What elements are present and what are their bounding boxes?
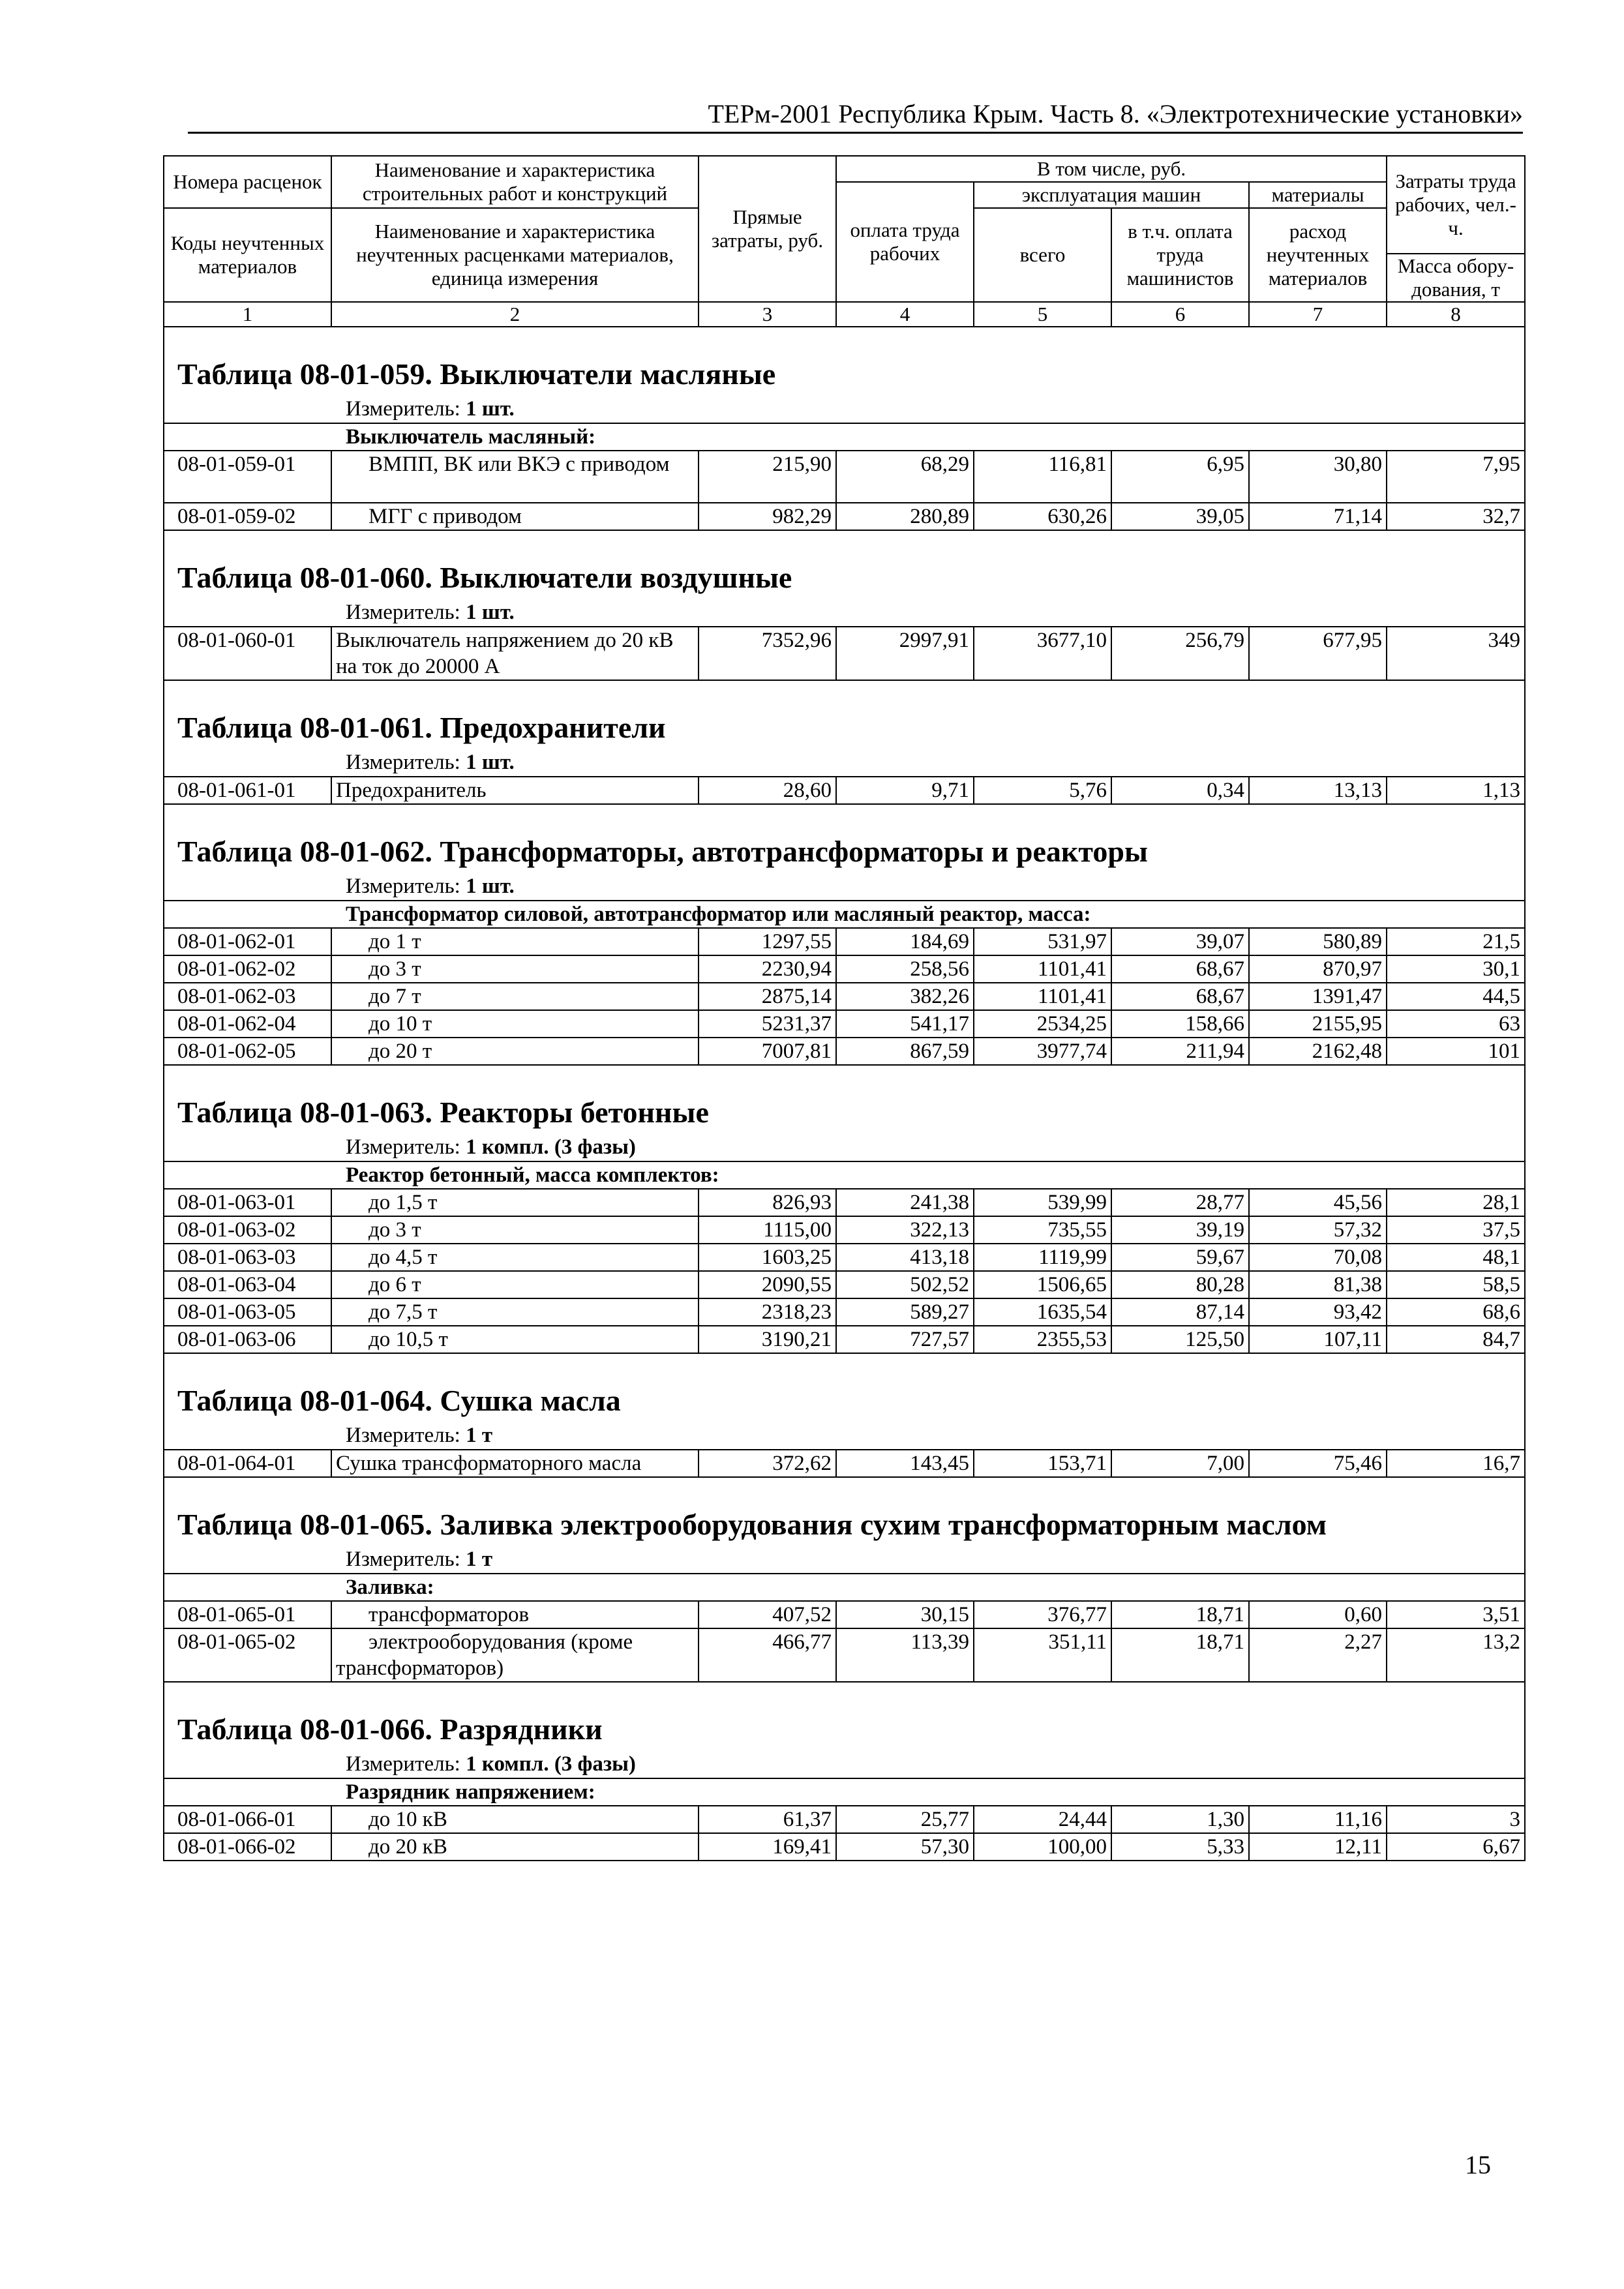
section-measure: [164, 749, 1525, 777]
materials: 11,16: [1249, 1806, 1387, 1833]
machines-total: 539,99: [974, 1189, 1111, 1216]
materials: 677,95: [1249, 627, 1387, 680]
materials: 75,46: [1249, 1450, 1387, 1477]
rate-name: ВМПП, ВК или ВКЭ с приводом: [331, 451, 699, 503]
section-measure: [164, 1546, 1525, 1574]
section-08-01-065: [164, 1477, 1525, 1682]
section-08-01-059: [164, 327, 1525, 530]
col1-bottom-header: Коды неучтенных материалов: [164, 208, 331, 302]
rate-name: до 10 кВ: [331, 1806, 699, 1833]
section-title: Таблица 08-01-062. Трансформаторы, автотрансформаторы и реакторы: [164, 804, 1525, 873]
labor-pay: 30,15: [836, 1601, 974, 1628]
direct-costs: 466,77: [699, 1628, 836, 1682]
machinists-pay: 256,79: [1111, 627, 1249, 680]
col1-top-header: Номера расценок: [164, 156, 331, 208]
direct-costs: 2875,14: [699, 983, 836, 1010]
direct-costs: 1297,55: [699, 928, 836, 955]
measure-value: 1 т: [466, 1424, 493, 1447]
machines-total: 3977,74: [974, 1038, 1111, 1065]
rate-code: 08-01-066-02: [164, 1833, 331, 1861]
labor-hours: 7,95: [1387, 451, 1525, 503]
section-08-01-064: [164, 1353, 1525, 1477]
table-row: [164, 1298, 1525, 1326]
direct-costs: 2090,55: [699, 1271, 836, 1298]
page-number: 15: [1465, 2150, 1491, 2179]
labor-hours: 63: [1387, 1010, 1525, 1038]
machines-total: 630,26: [974, 503, 1111, 530]
section-measure: [164, 1133, 1525, 1161]
rate-name: до 3 т: [331, 955, 699, 983]
direct-costs: 1603,25: [699, 1244, 836, 1271]
rates-table: [163, 155, 1526, 1861]
measure-label: Измеритель:: [346, 1752, 460, 1776]
rate-code: 08-01-059-01: [164, 451, 331, 503]
labor-hours: 1,13: [1387, 777, 1525, 804]
labor-pay: 413,18: [836, 1244, 974, 1271]
direct-costs: 2318,23: [699, 1298, 836, 1326]
machinists-pay: 18,71: [1111, 1601, 1249, 1628]
direct-costs: 3190,21: [699, 1326, 836, 1353]
group-label: Выключатель масляный:: [164, 423, 1525, 451]
direct-costs: 7007,81: [699, 1038, 836, 1065]
direct-costs: 372,62: [699, 1450, 836, 1477]
measure-label: Измеритель:: [346, 751, 460, 774]
machinists-pay: 59,67: [1111, 1244, 1249, 1271]
labor-hours: 48,1: [1387, 1244, 1525, 1271]
measure-label: Измеритель:: [346, 397, 460, 421]
materials: 1391,47: [1249, 983, 1387, 1010]
col-number: 4: [836, 302, 974, 327]
materials: 580,89: [1249, 928, 1387, 955]
materials: 2155,95: [1249, 1010, 1387, 1038]
materials: 12,11: [1249, 1833, 1387, 1861]
col-number: 2: [331, 302, 699, 327]
direct-costs: 2230,94: [699, 955, 836, 983]
rate-code: 08-01-061-01: [164, 777, 331, 804]
section-08-01-060: [164, 530, 1525, 680]
machinists-pay: 39,05: [1111, 503, 1249, 530]
labor-hours: 349: [1387, 627, 1525, 680]
table-row: [164, 627, 1525, 680]
machinists-pay: 1,30: [1111, 1806, 1249, 1833]
table-row: [164, 451, 1525, 503]
column-numbers-row: [164, 302, 1525, 327]
rate-name: до 3 т: [331, 1216, 699, 1244]
machines-total: 3677,10: [974, 627, 1111, 680]
col4-header: оплата труда рабочих: [836, 182, 974, 302]
rate-name: МГГ с приводом: [331, 503, 699, 530]
col-number: 3: [699, 302, 836, 327]
machinists-pay: 39,07: [1111, 928, 1249, 955]
section-08-01-066: [164, 1682, 1525, 1861]
rate-name: до 20 кВ: [331, 1833, 699, 1861]
materials: 107,11: [1249, 1326, 1387, 1353]
section-title: Таблица 08-01-064. Сушка масла: [164, 1353, 1525, 1422]
machinists-pay: 211,94: [1111, 1038, 1249, 1065]
labor-pay: 241,38: [836, 1189, 974, 1216]
table-row: [164, 1244, 1525, 1271]
rate-code: 08-01-063-02: [164, 1216, 331, 1244]
labor-hours: 58,5: [1387, 1271, 1525, 1298]
machinists-pay: 6,95: [1111, 451, 1249, 503]
col5-header: всего: [974, 208, 1111, 302]
direct-costs: 215,90: [699, 451, 836, 503]
measure-label: Измеритель:: [346, 1135, 460, 1159]
rate-name: до 20 т: [331, 1038, 699, 1065]
table-row: [164, 1216, 1525, 1244]
table-row: [164, 1450, 1525, 1477]
labor-pay: 258,56: [836, 955, 974, 983]
direct-costs: 5231,37: [699, 1010, 836, 1038]
labor-hours: 44,5: [1387, 983, 1525, 1010]
section-title: Таблица 08-01-065. Заливка электрооборудования сухим трансформаторным маслом: [164, 1477, 1525, 1546]
measure-value: 1 шт.: [466, 397, 515, 421]
materials: 70,08: [1249, 1244, 1387, 1271]
labor-pay: 57,30: [836, 1833, 974, 1861]
machines-total: 531,97: [974, 928, 1111, 955]
col3-header: Прямые затраты, руб.: [699, 156, 836, 302]
table-row: [164, 777, 1525, 804]
machines-total: 1635,54: [974, 1298, 1111, 1326]
col6-header: в т.ч. оплата труда машинистов: [1111, 208, 1249, 302]
col7-header: расход неучтенных материалов: [1249, 208, 1387, 302]
rate-name: до 10,5 т: [331, 1326, 699, 1353]
section-08-01-062: [164, 804, 1525, 1065]
labor-pay: 184,69: [836, 928, 974, 955]
col8-bottom-header: Масса обору-дования, т: [1387, 254, 1525, 302]
machines-total: 735,55: [974, 1216, 1111, 1244]
measure-value: 1 шт.: [466, 751, 515, 774]
table-row: [164, 1038, 1525, 1065]
rate-code: 08-01-064-01: [164, 1450, 331, 1477]
machinists-pay: 125,50: [1111, 1326, 1249, 1353]
rate-code: 08-01-063-04: [164, 1271, 331, 1298]
labor-hours: 3,51: [1387, 1601, 1525, 1628]
machines-total: 116,81: [974, 451, 1111, 503]
table-row: [164, 1833, 1525, 1861]
machines-total: 5,76: [974, 777, 1111, 804]
table-header: [164, 156, 1525, 327]
direct-costs: 1115,00: [699, 1216, 836, 1244]
col-number: 5: [974, 302, 1111, 327]
table-row: [164, 1806, 1525, 1833]
machinists-pay: 18,71: [1111, 1628, 1249, 1682]
materials: 2162,48: [1249, 1038, 1387, 1065]
machinists-pay: 5,33: [1111, 1833, 1249, 1861]
measure-value: 1 шт.: [466, 601, 515, 624]
col-number: 1: [164, 302, 331, 327]
col-number: 8: [1387, 302, 1525, 327]
running-header: [188, 98, 1523, 134]
table-row: [164, 1601, 1525, 1628]
table-row: [164, 983, 1525, 1010]
labor-pay: 867,59: [836, 1038, 974, 1065]
measure-label: Измеритель:: [346, 601, 460, 624]
labor-pay: 113,39: [836, 1628, 974, 1682]
labor-pay: 280,89: [836, 503, 974, 530]
rate-name: до 1,5 т: [331, 1189, 699, 1216]
labor-hours: 32,7: [1387, 503, 1525, 530]
labor-hours: 84,7: [1387, 1326, 1525, 1353]
labor-pay: 382,26: [836, 983, 974, 1010]
machines-total: 2355,53: [974, 1326, 1111, 1353]
section-08-01-061: [164, 680, 1525, 804]
labor-pay: 322,13: [836, 1216, 974, 1244]
rate-code: 08-01-063-06: [164, 1326, 331, 1353]
direct-costs: 407,52: [699, 1601, 836, 1628]
machinists-pay: 28,77: [1111, 1189, 1249, 1216]
rate-name: Выключатель напряжением до 20 кВ на ток до 20000 А: [331, 627, 699, 680]
machinists-pay: 87,14: [1111, 1298, 1249, 1326]
machinists-pay: 39,19: [1111, 1216, 1249, 1244]
materials: 81,38: [1249, 1271, 1387, 1298]
materials: 45,56: [1249, 1189, 1387, 1216]
machines-total: 376,77: [974, 1601, 1111, 1628]
machines-total: 153,71: [974, 1450, 1111, 1477]
rate-code: 08-01-062-04: [164, 1010, 331, 1038]
col-number: 7: [1249, 302, 1387, 327]
direct-costs: 7352,96: [699, 627, 836, 680]
rate-name: до 10 т: [331, 1010, 699, 1038]
machines-total: 24,44: [974, 1806, 1111, 1833]
labor-hours: 3: [1387, 1806, 1525, 1833]
labor-pay: 541,17: [836, 1010, 974, 1038]
section-08-01-063: [164, 1065, 1525, 1353]
rate-code: 08-01-063-05: [164, 1298, 331, 1326]
machines-header: эксплуатация машин: [974, 182, 1249, 208]
section-measure: [164, 873, 1525, 901]
rate-code: 08-01-063-03: [164, 1244, 331, 1271]
machines-total: 1101,41: [974, 983, 1111, 1010]
rate-name: трансформаторов: [331, 1601, 699, 1628]
rate-code: 08-01-066-01: [164, 1806, 331, 1833]
rate-code: 08-01-062-05: [164, 1038, 331, 1065]
labor-hours: 30,1: [1387, 955, 1525, 983]
machines-total: 1101,41: [974, 955, 1111, 983]
rate-name: Предохранитель: [331, 777, 699, 804]
labor-pay: 502,52: [836, 1271, 974, 1298]
machinists-pay: 7,00: [1111, 1450, 1249, 1477]
section-title: Таблица 08-01-063. Реакторы бетонные: [164, 1065, 1525, 1133]
section-measure: [164, 395, 1525, 423]
labor-pay: 2997,91: [836, 627, 974, 680]
labor-hours: 68,6: [1387, 1298, 1525, 1326]
rate-name: до 7,5 т: [331, 1298, 699, 1326]
table-row: [164, 1271, 1525, 1298]
col-number: 6: [1111, 302, 1249, 327]
machines-total: 1506,65: [974, 1271, 1111, 1298]
group-label: Разрядник напряжением:: [164, 1778, 1525, 1806]
rate-name: до 6 т: [331, 1271, 699, 1298]
direct-costs: 826,93: [699, 1189, 836, 1216]
direct-costs: 169,41: [699, 1833, 836, 1861]
table-row: [164, 1189, 1525, 1216]
table-row: [164, 928, 1525, 955]
materials-header: материалы: [1249, 182, 1387, 208]
section-title: Таблица 08-01-066. Разрядники: [164, 1682, 1525, 1750]
section-measure: [164, 1750, 1525, 1778]
labor-pay: 589,27: [836, 1298, 974, 1326]
materials: 57,32: [1249, 1216, 1387, 1244]
direct-costs: 61,37: [699, 1806, 836, 1833]
materials: 0,60: [1249, 1601, 1387, 1628]
rate-name: Сушка трансформаторного масла: [331, 1450, 699, 1477]
machines-total: 351,11: [974, 1628, 1111, 1682]
materials: 71,14: [1249, 503, 1387, 530]
measure-label: Измеритель:: [346, 1548, 460, 1571]
col8-top-header: Затраты труда рабочих, чел.-ч.: [1387, 156, 1525, 254]
machinists-pay: 68,67: [1111, 955, 1249, 983]
rate-code: 08-01-060-01: [164, 627, 331, 680]
labor-pay: 727,57: [836, 1326, 974, 1353]
rate-code: 08-01-063-01: [164, 1189, 331, 1216]
col2-bottom-header: Наименование и характеристика неучтенных расценками материалов, единица измерения: [331, 208, 699, 302]
machines-total: 100,00: [974, 1833, 1111, 1861]
materials: 870,97: [1249, 955, 1387, 983]
materials: 30,80: [1249, 451, 1387, 503]
rate-code: 08-01-062-01: [164, 928, 331, 955]
section-measure: [164, 599, 1525, 627]
labor-pay: 25,77: [836, 1806, 974, 1833]
section-measure: [164, 1422, 1525, 1450]
rate-code: 08-01-065-02: [164, 1628, 331, 1682]
labor-hours: 28,1: [1387, 1189, 1525, 1216]
machinists-pay: 68,67: [1111, 983, 1249, 1010]
measure-label: Измеритель:: [346, 875, 460, 898]
group-label: Реактор бетонный, масса комплектов:: [164, 1161, 1525, 1189]
labor-pay: 143,45: [836, 1450, 974, 1477]
machines-total: 2534,25: [974, 1010, 1111, 1038]
table-row: [164, 503, 1525, 530]
rate-code: 08-01-062-02: [164, 955, 331, 983]
machines-total: 1119,99: [974, 1244, 1111, 1271]
table-row: [164, 1628, 1525, 1682]
labor-pay: 68,29: [836, 451, 974, 503]
materials: 2,27: [1249, 1628, 1387, 1682]
measure-label: Измеритель:: [346, 1424, 460, 1447]
rate-code: 08-01-065-01: [164, 1601, 331, 1628]
table-row: [164, 1326, 1525, 1353]
materials: 13,13: [1249, 777, 1387, 804]
labor-hours: 21,5: [1387, 928, 1525, 955]
section-title: Таблица 08-01-061. Предохранители: [164, 680, 1525, 749]
labor-hours: 6,67: [1387, 1833, 1525, 1861]
machinists-pay: 80,28: [1111, 1271, 1249, 1298]
table-row: [164, 1010, 1525, 1038]
labor-pay: 9,71: [836, 777, 974, 804]
rate-code: 08-01-059-02: [164, 503, 331, 530]
measure-value: 1 компл. (3 фазы): [466, 1135, 636, 1159]
measure-value: 1 шт.: [466, 875, 515, 898]
col2-top-header: Наименование и характеристика строительных работ и конструкций: [331, 156, 699, 208]
group-label: Заливка:: [164, 1574, 1525, 1601]
rate-code: 08-01-062-03: [164, 983, 331, 1010]
labor-hours: 101: [1387, 1038, 1525, 1065]
header-title: ТЕРм-2001 Республика Крым. Часть 8. «Электротехнические установки»: [708, 99, 1523, 128]
machinists-pay: 0,34: [1111, 777, 1249, 804]
section-title: Таблица 08-01-059. Выключатели масляные: [164, 327, 1525, 395]
rate-name: электрооборудования (кроме трансформаторов): [331, 1628, 699, 1682]
section-title: Таблица 08-01-060. Выключатели воздушные: [164, 530, 1525, 599]
labor-hours: 16,7: [1387, 1450, 1525, 1477]
rate-name: до 7 т: [331, 983, 699, 1010]
measure-value: 1 т: [466, 1548, 493, 1571]
incl-header: В том числе, руб.: [836, 156, 1387, 182]
rate-name: до 4,5 т: [331, 1244, 699, 1271]
machinists-pay: 158,66: [1111, 1010, 1249, 1038]
materials: 93,42: [1249, 1298, 1387, 1326]
rate-name: до 1 т: [331, 928, 699, 955]
direct-costs: 982,29: [699, 503, 836, 530]
measure-value: 1 компл. (3 фазы): [466, 1752, 636, 1776]
table-row: [164, 955, 1525, 983]
labor-hours: 37,5: [1387, 1216, 1525, 1244]
group-label: Трансформатор силовой, автотрансформатор или масляный реактор, масса:: [164, 901, 1525, 928]
labor-hours: 13,2: [1387, 1628, 1525, 1682]
direct-costs: 28,60: [699, 777, 836, 804]
